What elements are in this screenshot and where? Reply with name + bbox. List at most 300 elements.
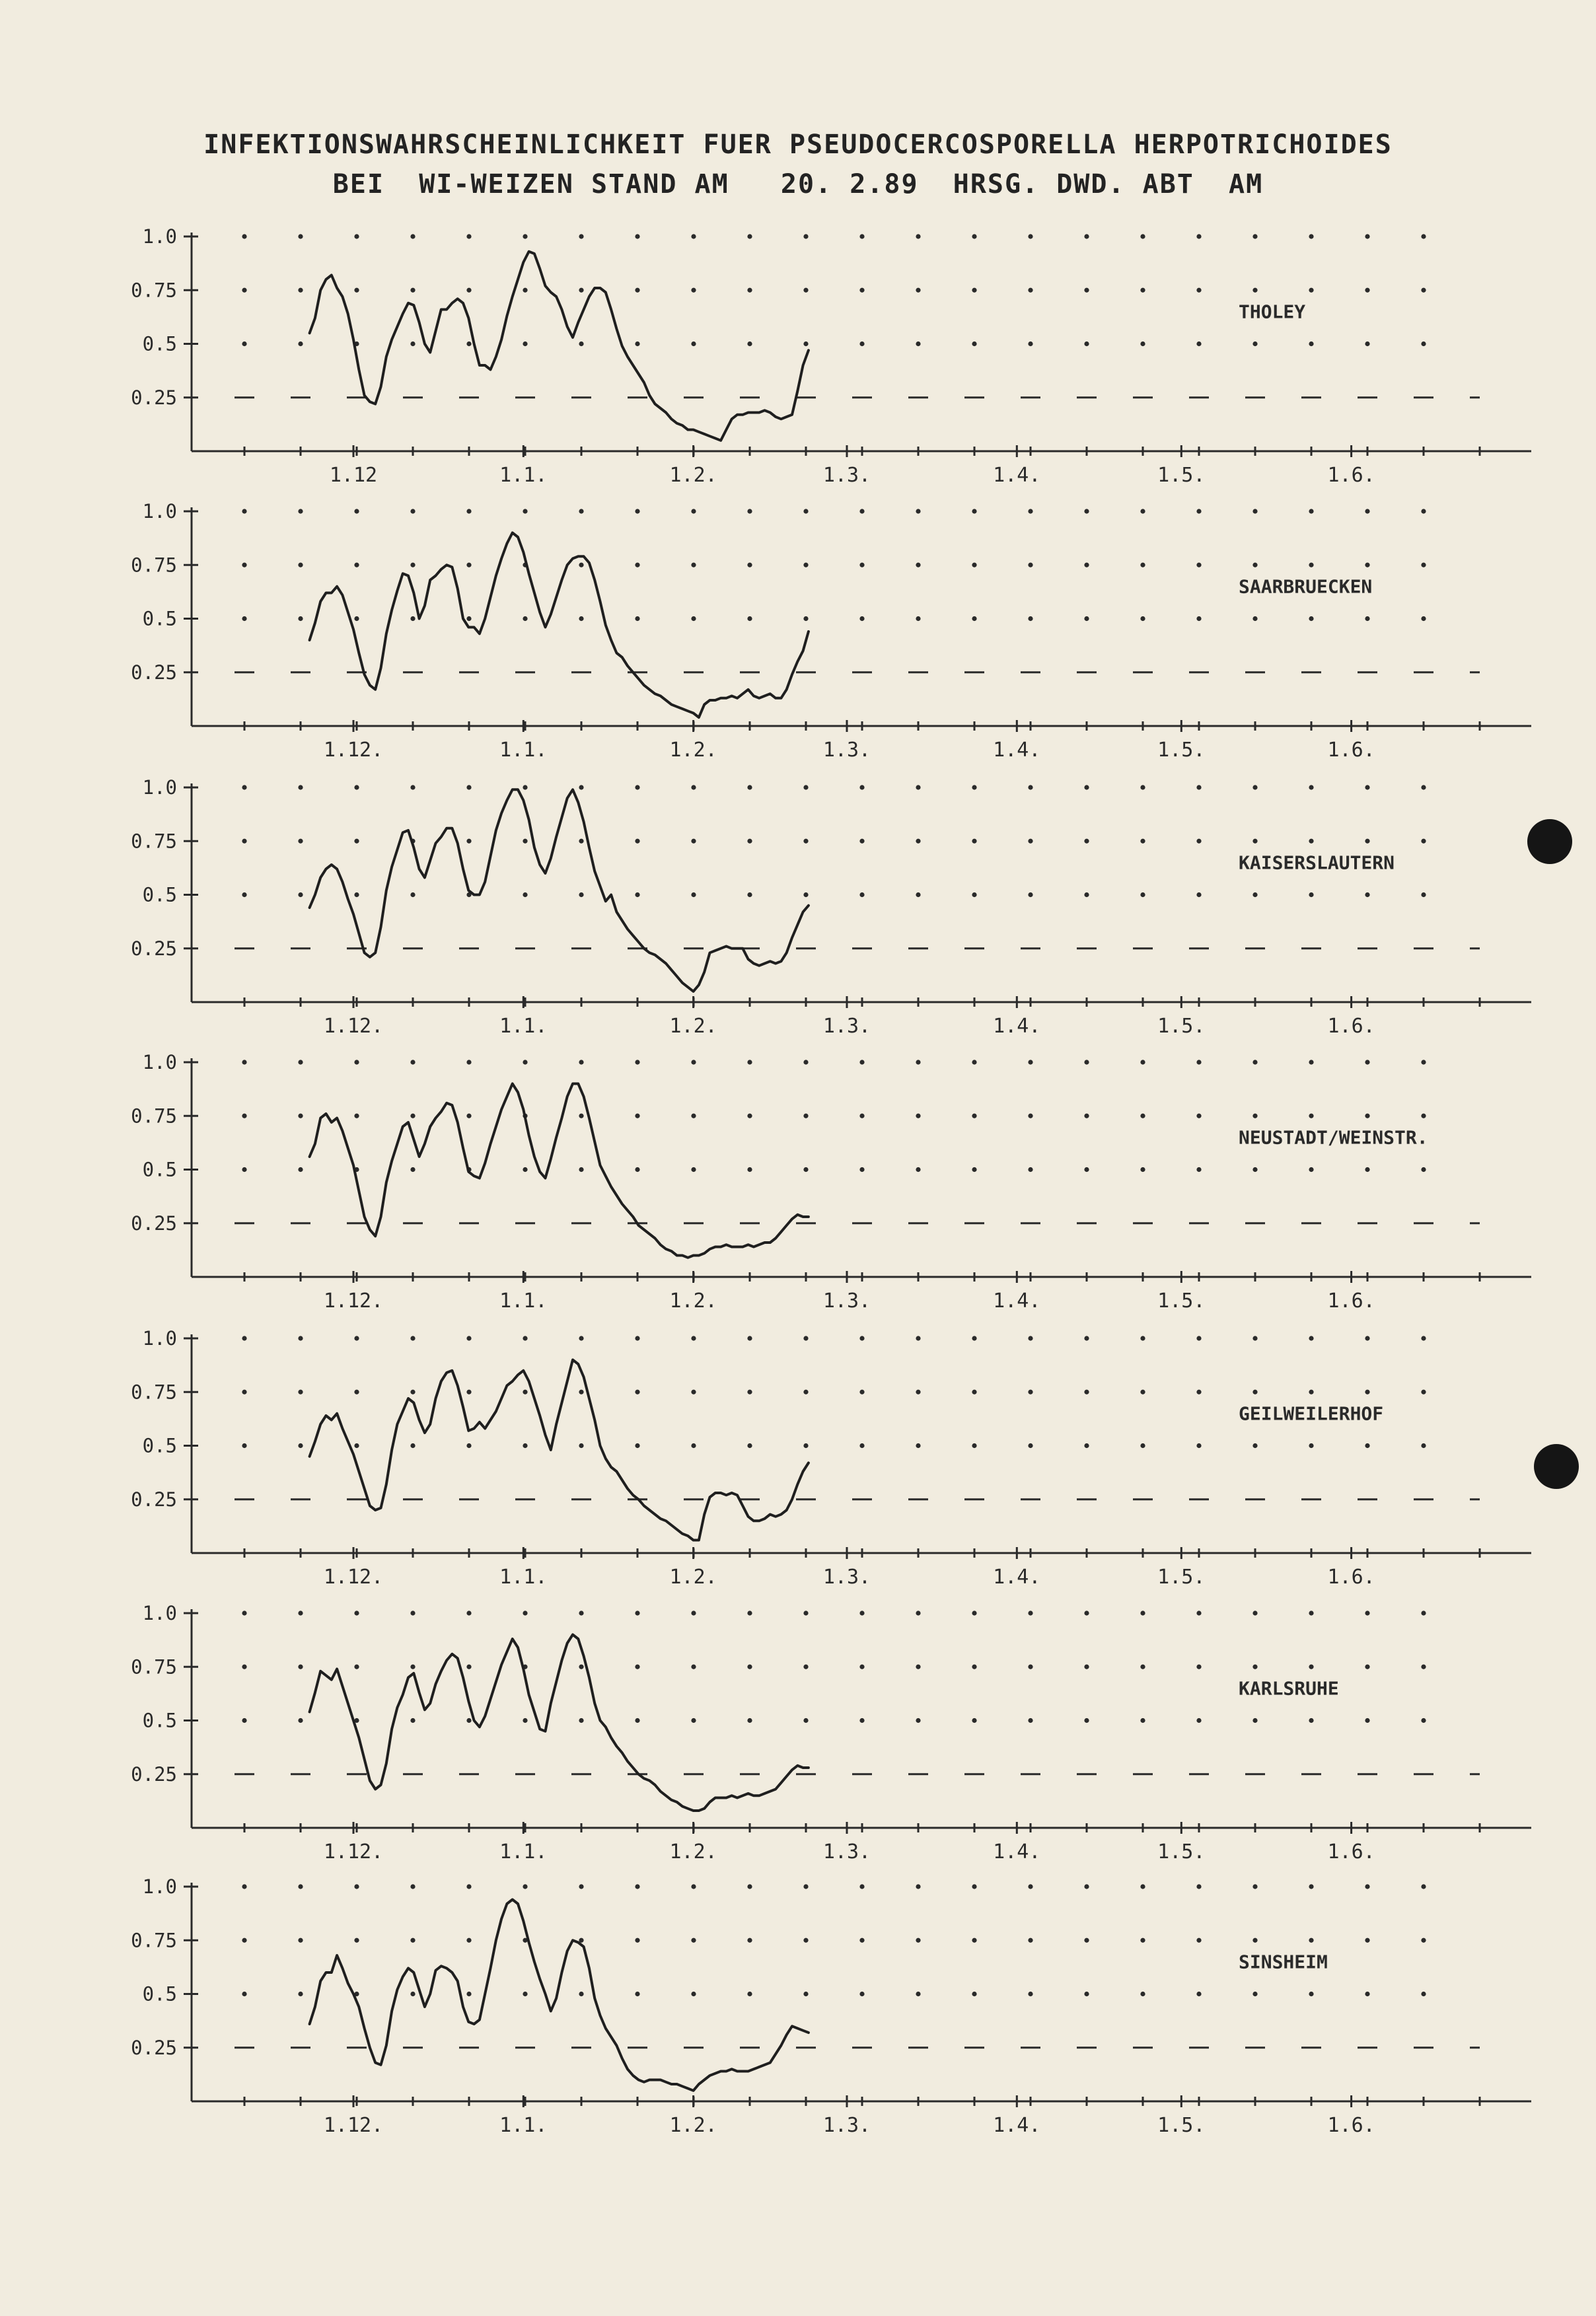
grid-dot bbox=[691, 288, 696, 293]
grid-dot bbox=[1365, 234, 1369, 238]
grid-dot bbox=[691, 892, 696, 897]
grid-dot bbox=[1084, 1718, 1089, 1723]
grid-dot bbox=[298, 616, 303, 621]
grid-dot bbox=[1084, 1665, 1089, 1669]
grid-dot bbox=[466, 288, 471, 293]
grid-dot bbox=[691, 509, 696, 513]
grid-dot bbox=[1028, 839, 1033, 844]
grid-dot bbox=[1140, 1336, 1145, 1340]
grid-dot bbox=[1252, 1390, 1257, 1394]
grid-dot bbox=[579, 288, 583, 293]
grid-dot bbox=[803, 1167, 808, 1172]
grid-dot bbox=[1028, 288, 1033, 293]
chart-panel bbox=[131, 1875, 1531, 2137]
grid-dot bbox=[242, 616, 246, 621]
grid-dot bbox=[747, 509, 752, 513]
grid-dot bbox=[410, 892, 415, 897]
grid-dot bbox=[242, 785, 246, 789]
grid-dot bbox=[803, 839, 808, 844]
grid-dot bbox=[354, 892, 359, 897]
grid-dot bbox=[298, 1938, 303, 1943]
grid-dot bbox=[1309, 1665, 1313, 1669]
grid-dot bbox=[354, 785, 359, 789]
grid-dot bbox=[579, 1884, 583, 1889]
chart-panel bbox=[131, 500, 1531, 762]
x-tick-label: 1.5. bbox=[1157, 1289, 1206, 1313]
grid-dot bbox=[1028, 1114, 1033, 1118]
grid-dot bbox=[916, 288, 920, 293]
grid-dot bbox=[916, 1336, 920, 1340]
grid-dot bbox=[635, 839, 639, 844]
grid-dot bbox=[1365, 1443, 1369, 1448]
grid-dot bbox=[635, 1390, 639, 1394]
x-tick-label: 1.6. bbox=[1327, 1015, 1375, 1038]
grid-dot bbox=[354, 1336, 359, 1340]
x-tick-label: 1.6. bbox=[1327, 1289, 1375, 1313]
x-tick-label: 1.1. bbox=[499, 1289, 548, 1313]
grid-dot bbox=[1252, 1992, 1257, 1996]
grid-dot bbox=[1084, 1610, 1089, 1615]
grid-dot bbox=[298, 234, 303, 238]
grid-dot bbox=[1421, 1884, 1426, 1889]
grid-dot bbox=[1309, 785, 1313, 789]
grid-dot bbox=[635, 785, 639, 789]
grid-dot bbox=[1196, 1884, 1201, 1889]
grid-dot bbox=[916, 1610, 920, 1615]
grid-dot bbox=[803, 1336, 808, 1340]
grid-dot bbox=[859, 342, 864, 346]
grid-dot bbox=[466, 563, 471, 567]
grid-dot bbox=[354, 616, 359, 621]
grid-dot bbox=[466, 785, 471, 789]
grid-dot bbox=[1252, 839, 1257, 844]
grid-dot bbox=[1196, 1060, 1201, 1064]
grid-dot bbox=[1196, 1665, 1201, 1669]
grid-dot bbox=[1252, 1665, 1257, 1669]
y-tick-label: 0.5 bbox=[142, 607, 177, 630]
x-tick-label: 1.4. bbox=[993, 1015, 1041, 1038]
grid-dot bbox=[1140, 1718, 1145, 1723]
grid-dot bbox=[466, 1390, 471, 1394]
grid-dot bbox=[916, 839, 920, 844]
x-tick-label: 1.6. bbox=[1327, 2114, 1375, 2137]
grid-dot bbox=[1421, 1114, 1426, 1118]
grid-dot bbox=[1084, 839, 1089, 844]
grid-dot bbox=[523, 1884, 527, 1889]
x-tick-label: 1.6. bbox=[1327, 739, 1375, 762]
grid-dot bbox=[803, 892, 808, 897]
station-label: SAARBRUECKEN bbox=[1239, 575, 1373, 598]
grid-dot bbox=[635, 342, 639, 346]
grid-dot bbox=[523, 1336, 527, 1340]
grid-dot bbox=[466, 1610, 471, 1615]
grid-dot bbox=[1309, 1060, 1313, 1064]
grid-dot bbox=[691, 1884, 696, 1889]
x-tick-label: 1.4. bbox=[993, 2114, 1041, 2137]
grid-dot bbox=[466, 509, 471, 513]
grid-dot bbox=[354, 1443, 359, 1448]
grid-dot bbox=[579, 1992, 583, 1996]
x-tick-label: 1.4. bbox=[993, 739, 1041, 762]
grid-dot bbox=[972, 1992, 976, 1996]
grid-dot bbox=[1365, 1610, 1369, 1615]
grid-dot bbox=[1252, 234, 1257, 238]
grid-dot bbox=[410, 616, 415, 621]
grid-dot bbox=[579, 1167, 583, 1172]
x-tick-label: 1.3. bbox=[822, 1840, 871, 1864]
grid-dot bbox=[242, 1167, 246, 1172]
x-tick-label: 1.12 bbox=[329, 464, 378, 487]
grid-dot bbox=[354, 1390, 359, 1394]
series-line bbox=[310, 1084, 809, 1258]
grid-dot bbox=[635, 1665, 639, 1669]
grid-dot bbox=[635, 1336, 639, 1340]
grid-dot bbox=[579, 1390, 583, 1394]
station-label: THOLEY bbox=[1239, 301, 1306, 323]
grid-dot bbox=[972, 839, 976, 844]
grid-dot bbox=[747, 342, 752, 346]
grid-dot bbox=[298, 342, 303, 346]
grid-dot bbox=[410, 1992, 415, 1996]
y-tick-label: 0.75 bbox=[131, 554, 177, 577]
grid-dot bbox=[579, 1718, 583, 1723]
chart-panel bbox=[131, 776, 1531, 1038]
grid-dot bbox=[466, 839, 471, 844]
grid-dot bbox=[242, 1718, 246, 1723]
grid-dot bbox=[916, 1167, 920, 1172]
grid-dot bbox=[972, 785, 976, 789]
grid-dot bbox=[1309, 616, 1313, 621]
grid-dot bbox=[803, 1390, 808, 1394]
grid-dot bbox=[1309, 1884, 1313, 1889]
grid-dot bbox=[1365, 892, 1369, 897]
grid-dot bbox=[298, 1443, 303, 1448]
y-tick-label: 0.75 bbox=[131, 830, 177, 853]
grid-dot bbox=[1196, 616, 1201, 621]
grid-dot bbox=[635, 1443, 639, 1448]
grid-dot bbox=[1252, 1114, 1257, 1118]
grid-dot bbox=[691, 1443, 696, 1448]
grid-dot bbox=[298, 1992, 303, 1996]
x-tick-label: 1.12. bbox=[323, 1289, 384, 1313]
grid-dot bbox=[1140, 1665, 1145, 1669]
grid-dot bbox=[410, 1938, 415, 1943]
grid-dot bbox=[410, 785, 415, 789]
grid-dot bbox=[1028, 892, 1033, 897]
grid-dot bbox=[691, 785, 696, 789]
grid-dot bbox=[1084, 892, 1089, 897]
y-tick-label: 0.5 bbox=[142, 1709, 177, 1732]
grid-dot bbox=[1365, 1060, 1369, 1064]
grid-dot bbox=[1365, 509, 1369, 513]
y-tick-label: 0.75 bbox=[131, 279, 177, 302]
grid-dot bbox=[466, 342, 471, 346]
grid-dot bbox=[1421, 1060, 1426, 1064]
grid-dot bbox=[916, 1884, 920, 1889]
grid-dot bbox=[354, 1610, 359, 1615]
grid-dot bbox=[1140, 342, 1145, 346]
grid-dot bbox=[747, 1336, 752, 1340]
grid-dot bbox=[1140, 892, 1145, 897]
grid-dot bbox=[1028, 234, 1033, 238]
x-tick-label: 1.3. bbox=[822, 464, 871, 487]
grid-dot bbox=[466, 234, 471, 238]
grid-dot bbox=[1084, 234, 1089, 238]
grid-dot bbox=[1421, 1665, 1426, 1669]
grid-dot bbox=[972, 234, 976, 238]
grid-dot bbox=[916, 1114, 920, 1118]
grid-dot bbox=[1140, 509, 1145, 513]
grid-dot bbox=[523, 1167, 527, 1172]
grid-dot bbox=[1309, 563, 1313, 567]
grid-dot bbox=[242, 1060, 246, 1064]
grid-dot bbox=[1140, 1167, 1145, 1172]
grid-dot bbox=[1421, 1718, 1426, 1723]
series-line bbox=[310, 1360, 809, 1540]
grid-dot bbox=[1365, 1718, 1369, 1723]
grid-dot bbox=[1028, 616, 1033, 621]
grid-dot bbox=[410, 509, 415, 513]
grid-dot bbox=[972, 1114, 976, 1118]
grid-dot bbox=[298, 563, 303, 567]
grid-dot bbox=[1028, 509, 1033, 513]
grid-dot bbox=[916, 509, 920, 513]
y-tick-label: 0.5 bbox=[142, 1158, 177, 1181]
grid-dot bbox=[972, 616, 976, 621]
grid-dot bbox=[410, 563, 415, 567]
grid-dot bbox=[859, 1167, 864, 1172]
grid-dot bbox=[1421, 1336, 1426, 1340]
grid-dot bbox=[916, 616, 920, 621]
grid-dot bbox=[1196, 234, 1201, 238]
grid-dot bbox=[1365, 1884, 1369, 1889]
grid-dot bbox=[691, 1336, 696, 1340]
x-tick-label: 1.1. bbox=[499, 1015, 548, 1038]
grid-dot bbox=[916, 563, 920, 567]
grid-dot bbox=[1365, 288, 1369, 293]
grid-dot bbox=[1196, 1167, 1201, 1172]
grid-dot bbox=[803, 1992, 808, 1996]
grid-dot bbox=[298, 1665, 303, 1669]
grid-dot bbox=[1140, 1992, 1145, 1996]
grid-dot bbox=[916, 1060, 920, 1064]
y-tick-label: 1.0 bbox=[142, 776, 177, 799]
grid-dot bbox=[1365, 563, 1369, 567]
grid-dot bbox=[635, 1114, 639, 1118]
grid-dot bbox=[747, 616, 752, 621]
grid-dot bbox=[1084, 1443, 1089, 1448]
series-line bbox=[310, 533, 809, 718]
grid-dot bbox=[523, 1390, 527, 1394]
y-tick-label: 0.5 bbox=[142, 1434, 177, 1457]
grid-dot bbox=[242, 1610, 246, 1615]
grid-dot bbox=[1309, 1167, 1313, 1172]
grid-dot bbox=[466, 1665, 471, 1669]
grid-dot bbox=[972, 563, 976, 567]
grid-dot bbox=[691, 1992, 696, 1996]
grid-dot bbox=[691, 1060, 696, 1064]
grid-dot bbox=[747, 1884, 752, 1889]
grid-dot bbox=[1309, 1390, 1313, 1394]
grid-dot bbox=[1252, 563, 1257, 567]
grid-dot bbox=[410, 1443, 415, 1448]
grid-dot bbox=[1084, 1938, 1089, 1943]
series-line bbox=[310, 789, 809, 992]
grid-dot bbox=[1084, 616, 1089, 621]
grid-dot bbox=[1196, 288, 1201, 293]
grid-dot bbox=[1309, 839, 1313, 844]
x-tick-label: 1.2. bbox=[669, 1289, 717, 1313]
grid-dot bbox=[859, 839, 864, 844]
grid-dot bbox=[523, 1060, 527, 1064]
grid-dot bbox=[242, 1336, 246, 1340]
station-label: NEUSTADT/WEINSTR. bbox=[1239, 1126, 1428, 1149]
grid-dot bbox=[916, 1443, 920, 1448]
grid-dot bbox=[691, 1114, 696, 1118]
grid-dot bbox=[1140, 1938, 1145, 1943]
x-tick-label: 1.1. bbox=[499, 464, 548, 487]
grid-dot bbox=[691, 342, 696, 346]
grid-dot bbox=[1028, 785, 1033, 789]
grid-dot bbox=[803, 1443, 808, 1448]
grid-dot bbox=[1252, 1718, 1257, 1723]
chart-title-line-2: BEI WI-WEIZEN STAND AM 20. 2.89 HRSG. DWD. ABT AM bbox=[332, 169, 1264, 199]
grid-dot bbox=[916, 1390, 920, 1394]
grid-dot bbox=[972, 1718, 976, 1723]
grid-dot bbox=[747, 1114, 752, 1118]
grid-dot bbox=[354, 509, 359, 513]
grid-dot bbox=[1421, 234, 1426, 238]
x-tick-label: 1.6. bbox=[1327, 1566, 1375, 1589]
x-tick-label: 1.4. bbox=[993, 464, 1041, 487]
grid-dot bbox=[859, 1443, 864, 1448]
grid-dot bbox=[803, 1060, 808, 1064]
grid-dot bbox=[1421, 616, 1426, 621]
chart-panel bbox=[131, 225, 1531, 487]
grid-dot bbox=[354, 1114, 359, 1118]
grid-dot bbox=[410, 1336, 415, 1340]
grid-dot bbox=[579, 1665, 583, 1669]
grid-dot bbox=[691, 839, 696, 844]
x-tick-label: 1.5. bbox=[1157, 2114, 1206, 2137]
x-tick-label: 1.3. bbox=[822, 1566, 871, 1589]
grid-dot bbox=[354, 563, 359, 567]
grid-dot bbox=[1028, 342, 1033, 346]
grid-dot bbox=[1084, 1114, 1089, 1118]
grid-dot bbox=[242, 1884, 246, 1889]
grid-dot bbox=[410, 1718, 415, 1723]
grid-dot bbox=[410, 1060, 415, 1064]
grid-dot bbox=[1196, 1610, 1201, 1615]
y-tick-label: 0.25 bbox=[131, 1212, 177, 1235]
chart-panel bbox=[131, 1327, 1531, 1589]
grid-dot bbox=[466, 1114, 471, 1118]
grid-dot bbox=[242, 342, 246, 346]
grid-dot bbox=[803, 616, 808, 621]
grid-dot bbox=[523, 234, 527, 238]
grid-dot bbox=[1309, 342, 1313, 346]
grid-dot bbox=[803, 1938, 808, 1943]
grid-dot bbox=[1309, 288, 1313, 293]
grid-dot bbox=[747, 1665, 752, 1669]
grid-dot bbox=[635, 288, 639, 293]
grid-dot bbox=[972, 1443, 976, 1448]
grid-dot bbox=[859, 288, 864, 293]
grid-dot bbox=[1196, 509, 1201, 513]
grid-dot bbox=[1365, 1938, 1369, 1943]
grid-dot bbox=[747, 288, 752, 293]
grid-dot bbox=[298, 892, 303, 897]
grid-dot bbox=[410, 1884, 415, 1889]
grid-dot bbox=[635, 1992, 639, 1996]
grid-dot bbox=[691, 563, 696, 567]
grid-dot bbox=[1140, 616, 1145, 621]
grid-dot bbox=[972, 1390, 976, 1394]
grid-dot bbox=[579, 234, 583, 238]
grid-dot bbox=[691, 1167, 696, 1172]
y-tick-label: 0.25 bbox=[131, 386, 177, 409]
grid-dot bbox=[1365, 1665, 1369, 1669]
grid-dot bbox=[972, 1665, 976, 1669]
series-line bbox=[310, 1635, 809, 1811]
y-tick-label: 1.0 bbox=[142, 500, 177, 523]
grid-dot bbox=[1084, 1992, 1089, 1996]
grid-dot bbox=[859, 785, 864, 789]
grid-dot bbox=[972, 342, 976, 346]
grid-dot bbox=[523, 288, 527, 293]
grid-dot bbox=[747, 1992, 752, 1996]
grid-dot bbox=[916, 1992, 920, 1996]
grid-dot bbox=[242, 1992, 246, 1996]
grid-dot bbox=[1196, 1114, 1201, 1118]
grid-dot bbox=[635, 1167, 639, 1172]
grid-dot bbox=[1421, 785, 1426, 789]
grid-dot bbox=[523, 616, 527, 621]
grid-dot bbox=[1140, 234, 1145, 238]
grid-dot bbox=[1365, 1167, 1369, 1172]
x-tick-label: 1.6. bbox=[1327, 464, 1375, 487]
grid-dot bbox=[523, 892, 527, 897]
grid-dot bbox=[1309, 1992, 1313, 1996]
grid-dot bbox=[859, 1665, 864, 1669]
y-tick-label: 0.25 bbox=[131, 2036, 177, 2059]
y-tick-label: 1.0 bbox=[142, 225, 177, 248]
grid-dot bbox=[1309, 1336, 1313, 1340]
grid-dot bbox=[803, 1718, 808, 1723]
grid-dot bbox=[579, 563, 583, 567]
grid-dot bbox=[579, 1060, 583, 1064]
grid-dot bbox=[1028, 1167, 1033, 1172]
grid-dot bbox=[747, 1060, 752, 1064]
grid-dot bbox=[1252, 288, 1257, 293]
grid-dot bbox=[298, 1610, 303, 1615]
grid-dot bbox=[1028, 1718, 1033, 1723]
grid-dot bbox=[242, 892, 246, 897]
grid-dot bbox=[859, 1390, 864, 1394]
grid-dot bbox=[579, 1443, 583, 1448]
grid-dot bbox=[1252, 1443, 1257, 1448]
grid-dot bbox=[1365, 1390, 1369, 1394]
grid-dot bbox=[635, 616, 639, 621]
grid-dot bbox=[859, 1336, 864, 1340]
grid-dot bbox=[523, 785, 527, 789]
grid-dot bbox=[972, 1938, 976, 1943]
grid-dot bbox=[579, 1336, 583, 1340]
x-tick-label: 1.12. bbox=[323, 739, 384, 762]
grid-dot bbox=[466, 1992, 471, 1996]
grid-dot bbox=[298, 785, 303, 789]
grid-dot bbox=[523, 839, 527, 844]
